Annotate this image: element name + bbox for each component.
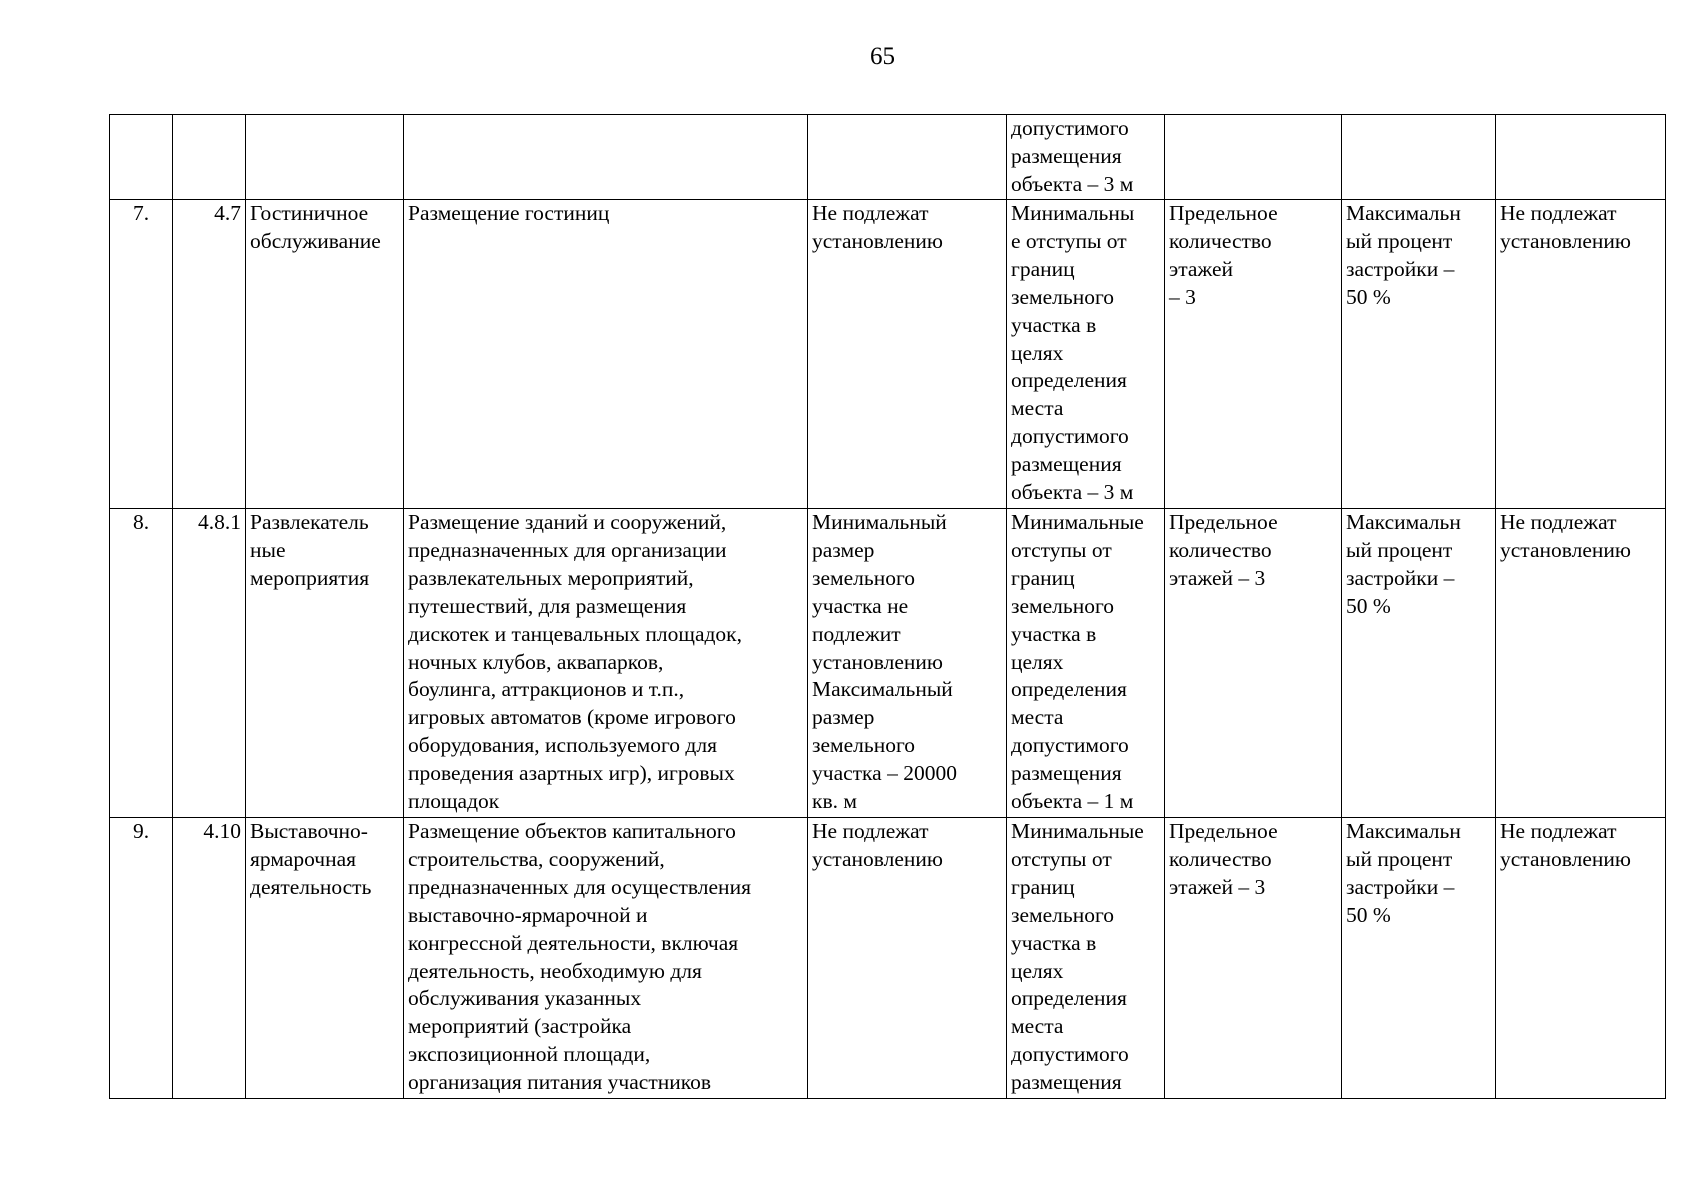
floors: Предельное количество этажей – 3 [1165,200,1342,509]
setbacks: допустимого размещения объекта – 3 м [1007,115,1165,200]
use-code [173,115,246,200]
other-params [1496,115,1666,200]
coverage: Максимальн ый процент застройки – 50 % [1342,200,1496,509]
setbacks: Минимальные отступы от границ земельного участка в целях определения места допустимого размещения объекта – 1 м [1007,509,1165,818]
plot-size: Не подлежат установлению [808,818,1007,1099]
use-description [404,115,808,200]
setbacks: Минимальны е отступы от границ земельного участка в целях определения места допустимого размещения объекта – 3 м [1007,200,1165,509]
floors [1165,115,1342,200]
plot-size: Не подлежат установлению [808,200,1007,509]
use-description: Размещение гостиниц [404,200,808,509]
row-number: 8. [110,509,173,818]
use-description: Размещение зданий и сооружений, предназначенных для организации развлекательных мероприятий, путешествий, для размещения дискотек и танцевальных площадок, ночных клубов, аквапарков, боулинга, аттракционов и т.п., игровых автоматов (кроме игрового оборудования, используемого для проведения азартных игр), игровых площадок [404,509,808,818]
other-params: Не подлежат установлению [1496,818,1666,1099]
coverage: Максимальн ый процент застройки – 50 % [1342,509,1496,818]
table-row [110,115,1666,200]
coverage: Максимальн ый процент застройки – 50 % [1342,818,1496,1099]
use-name: Выставочно- ярмарочная деятельность [246,818,404,1099]
coverage [1342,115,1496,200]
use-code: 4.8.1 [173,509,246,818]
table-row [110,509,1666,818]
plot-size: Минимальный размер земельного участка не подлежит установлению Максимальный размер земельного участка – 20000 кв. м [808,509,1007,818]
plot-size [808,115,1007,200]
page-number: 65 [870,43,895,70]
use-name: Развлекатель ные мероприятия [246,509,404,818]
use-name: Гостиничное обслуживание [246,200,404,509]
other-params: Не подлежат установлению [1496,200,1666,509]
use-description: Размещение объектов капитального строительства, сооружений, предназначенных для осуществления выставочно-ярмарочной и конгрессной деятельности, включая деятельность, необходимую для обслуживания указанных мероприятий (застройка экспозиционной площади, организация питания участников [404,818,808,1099]
row-number [110,115,173,200]
use-name [246,115,404,200]
floors: Предельное количество этажей – 3 [1165,509,1342,818]
regulations-table [109,114,1666,1099]
floors: Предельное количество этажей – 3 [1165,818,1342,1099]
table-row [110,200,1666,509]
row-number: 9. [110,818,173,1099]
use-code: 4.10 [173,818,246,1099]
other-params: Не подлежат установлению [1496,509,1666,818]
setbacks: Минимальные отступы от границ земельного участка в целях определения места допустимого размещения [1007,818,1165,1099]
use-code: 4.7 [173,200,246,509]
row-number: 7. [110,200,173,509]
table-row [110,818,1666,1099]
